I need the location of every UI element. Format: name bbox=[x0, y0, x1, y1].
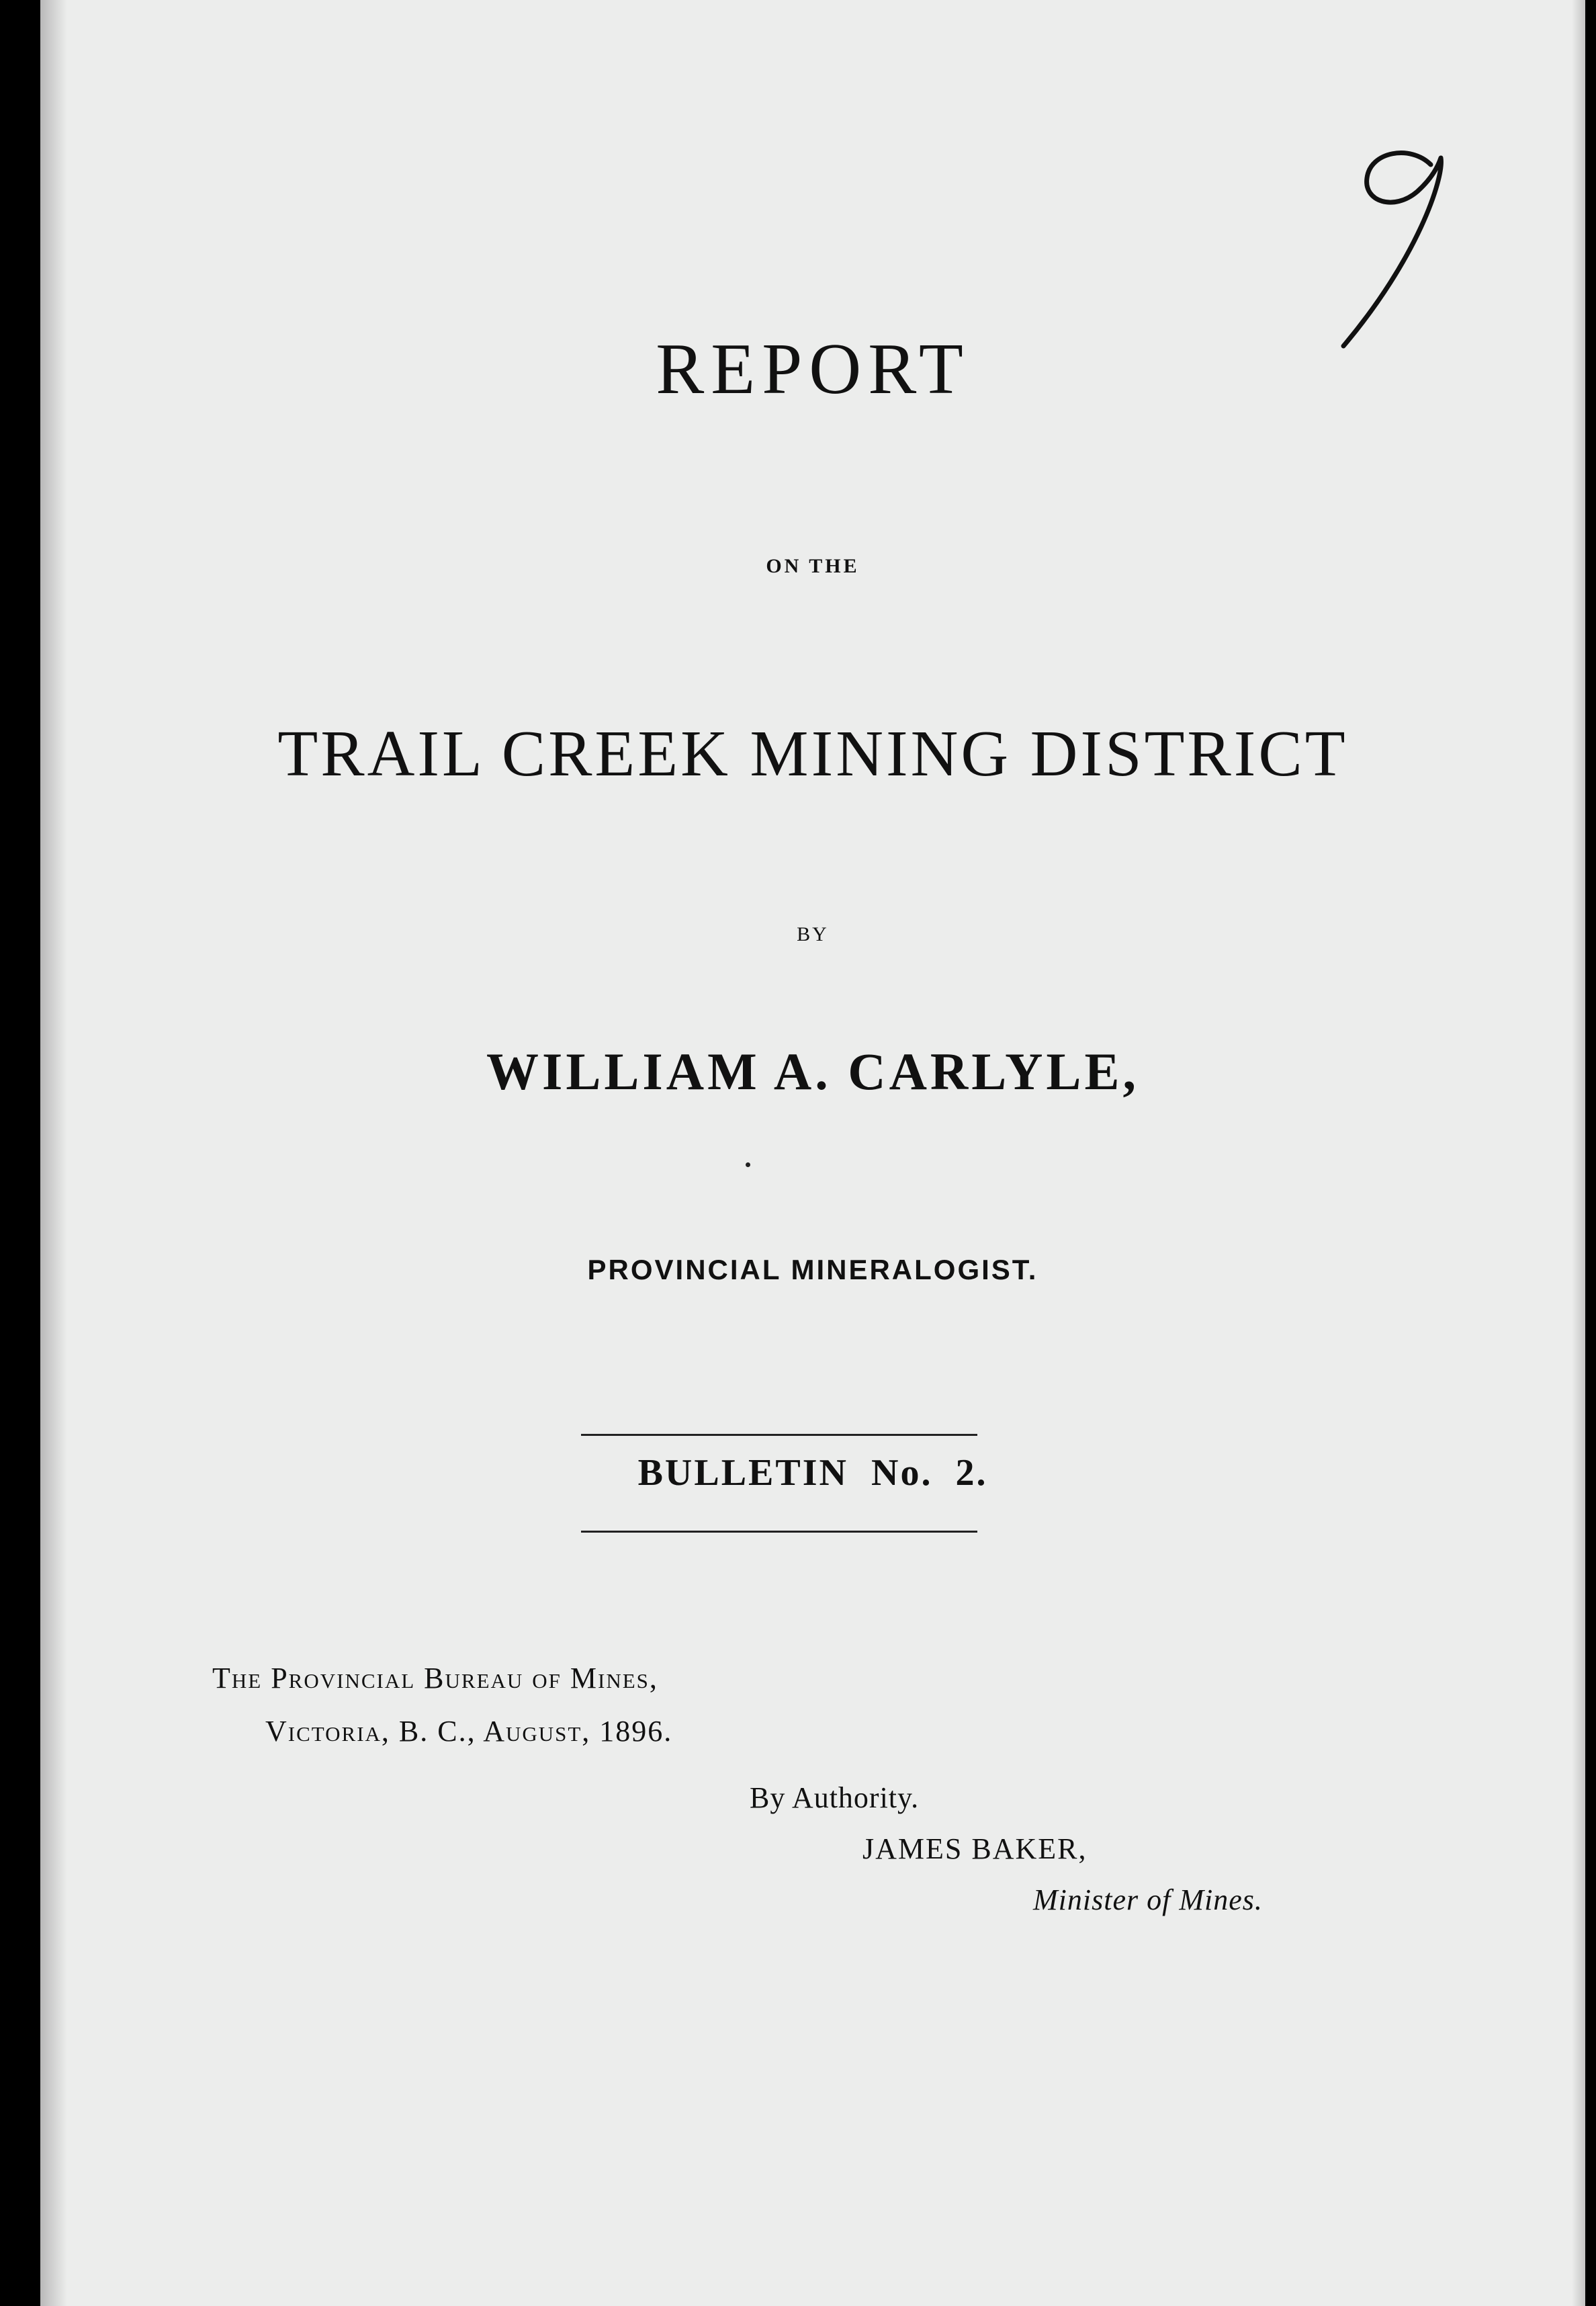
document-page bbox=[40, 0, 1585, 2306]
author-title: PROVINCIAL MINERALOGIST. bbox=[587, 1254, 1038, 1285]
district-title: TRAIL CREEK MINING DISTRICT bbox=[277, 718, 1348, 790]
bulletin-rule-top bbox=[581, 1434, 977, 1436]
decorative-dot bbox=[746, 1162, 750, 1167]
authority-line: By Authority. bbox=[750, 1781, 920, 1814]
bulletin-number: BULLETIN No. 2. bbox=[637, 1452, 988, 1494]
report-heading: REPORT bbox=[656, 329, 970, 409]
handwritten-number-mark bbox=[1330, 138, 1484, 353]
by-text: BY bbox=[797, 923, 829, 945]
minister-name: JAMES BAKER, bbox=[862, 1832, 1088, 1865]
connector-text: ON THE bbox=[766, 555, 860, 577]
author-name: WILLIAM A. CARLYLE, bbox=[486, 1042, 1139, 1101]
bulletin-rule-bottom bbox=[581, 1531, 977, 1533]
publisher-line-2: Victoria, B. C., August, 1896. bbox=[265, 1715, 673, 1748]
publisher-line-1: The Provincial Bureau of Mines, bbox=[212, 1662, 658, 1695]
minister-title: Minister of Mines. bbox=[1033, 1883, 1263, 1916]
